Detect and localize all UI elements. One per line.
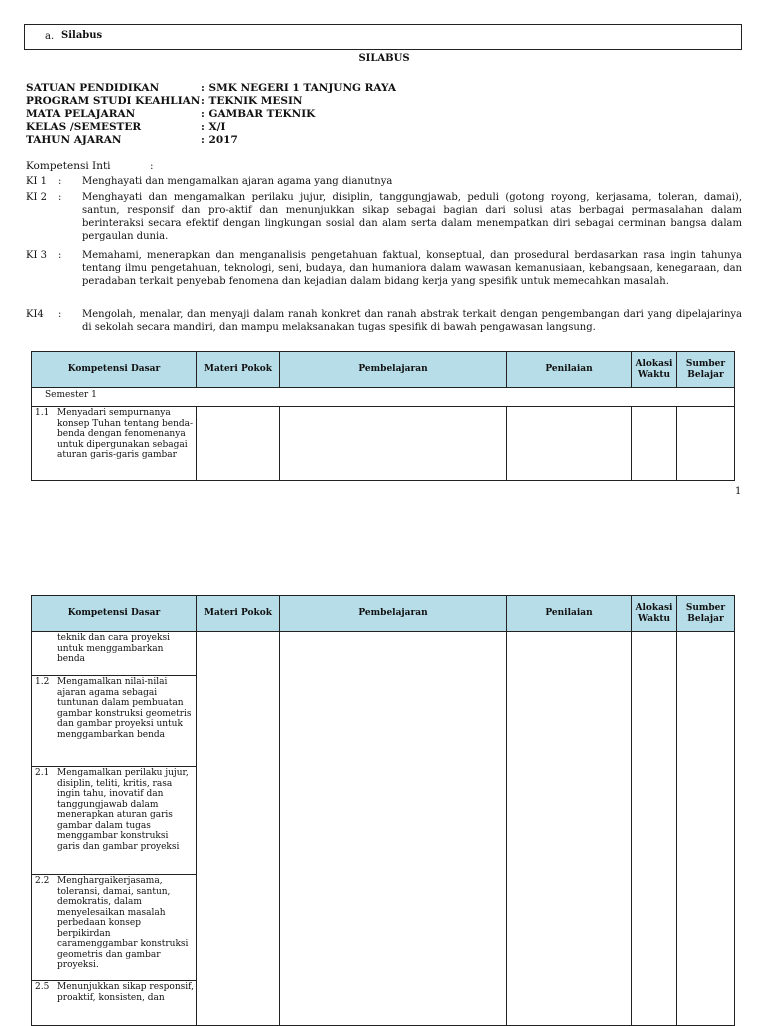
alokasi-cell xyxy=(632,632,677,1026)
ki-code: KI 3 xyxy=(26,250,47,261)
kd-number: 2.5 xyxy=(35,982,50,992)
alokasi-cell xyxy=(632,407,677,481)
ki-code: KI 2 xyxy=(26,192,47,203)
ki-heading xyxy=(26,160,154,172)
header-pembelajaran: Pembelajaran xyxy=(280,596,507,632)
ki-item xyxy=(26,249,742,288)
kd-cell xyxy=(32,875,197,981)
header-sumber-belajar: Sumber Belajar xyxy=(677,596,735,632)
ki-code: KI 1 xyxy=(26,176,47,187)
kd-number: 2.2 xyxy=(35,876,50,886)
ki-text: Menghayati dan mengamalkan perilaku jujur, disiplin, tanggungjawab, peduli (gotong royong, kerjasama, toleran, damai), santun, responsif dan pro-aktif dan menunjukkan sikap sebagai bagian dari solusi atas berbagai permasalahan dalam berinteraksi secara efektif dengan lingkungan sosial dan alam serta dalam menempatkan diri sebagai cerminan bangsa dalam pergaulan dunia. xyxy=(82,192,742,242)
ki-heading-colon: : xyxy=(150,160,154,172)
kd-number: 1.1 xyxy=(35,408,50,418)
info-label: PROGRAM STUDI KEAHLIAN xyxy=(26,95,201,107)
penilaian-cell xyxy=(507,407,632,481)
header-kompetensi-dasar: Kompetensi Dasar xyxy=(32,596,197,632)
info-label: TAHUN AJARAN xyxy=(26,134,122,146)
info-value: : GAMBAR TEKNIK xyxy=(201,108,316,120)
kd-text: teknik dan cara proyeksi untuk menggambarkan benda xyxy=(57,633,170,664)
semester-row: Semester 1 xyxy=(32,388,735,407)
header-sumber-belajar: Sumber Belajar xyxy=(677,352,735,388)
info-value: : SMK NEGERI 1 TANJUNG RAYA xyxy=(201,82,396,94)
kd-number: 2.1 xyxy=(35,768,50,778)
ki-code: KI4 xyxy=(26,309,44,320)
syllabus-table xyxy=(31,351,735,481)
table-row xyxy=(32,632,735,676)
info-row xyxy=(26,82,396,95)
kd-text: Mengamalkan nilai-nilai ajaran agama sebagai tuntunan dalam pembuatan gambar konstruksi geometris dan gambar proyeksi untuk menggambarkan benda xyxy=(57,677,192,740)
header-penilaian: Penilaian xyxy=(507,596,632,632)
sumber-cell xyxy=(677,407,735,481)
ki-sep: : xyxy=(58,192,62,203)
kd-number: 1.2 xyxy=(35,677,50,687)
section-label: Silabus xyxy=(61,30,103,41)
kd-cell xyxy=(32,981,197,1026)
info-value: : 2017 xyxy=(201,134,238,146)
ki-sep: : xyxy=(58,309,62,320)
kd-cell xyxy=(32,407,197,481)
info-row xyxy=(26,95,396,108)
header-pembelajaran: Pembelajaran xyxy=(280,352,507,388)
penilaian-cell xyxy=(507,632,632,1026)
ki-text: Memahami, menerapkan dan menganalisis pengetahuan faktual, konseptual, dan prosedural berdasarkan rasa ingin tahunya tentang ilmu pengetahuan, teknologi, seni, budaya, dan humaniora dalam wawasan kemanusiaan, kebangsaan, kenegaraan, dan peradaban terkait penyebab fenomena dan kejadian dalam bidang kerja yang spesifik untuk memecahkan masalah. xyxy=(82,250,742,287)
info-label: MATA PELAJARAN xyxy=(26,108,136,120)
materi-cell xyxy=(197,632,280,1026)
info-label: SATUAN PENDIDIKAN xyxy=(26,82,160,94)
ki-text: Menghayati dan mengamalkan ajaran agama yang dianutnya xyxy=(82,176,393,187)
ki-item xyxy=(26,308,742,334)
info-row xyxy=(26,108,396,121)
syllabus-table-continued xyxy=(31,595,735,1026)
ki-text: Mengolah, menalar, dan menyaji dalam ranah konkret dan ranah abstrak terkait dengan pengembangan dari yang dipelajarinya di sekolah secara mandiri, dan mampu melaksanakan tugas spesifik di bawah pengawasan langsung. xyxy=(82,309,742,333)
header-penilaian: Penilaian xyxy=(507,352,632,388)
info-row xyxy=(26,134,396,147)
header-alokasi-waktu: Alokasi Waktu xyxy=(632,352,677,388)
info-row xyxy=(26,121,396,134)
kd-cell xyxy=(32,676,197,767)
table-row xyxy=(32,407,735,481)
pembelajaran-cell xyxy=(280,407,507,481)
kd-text: Menghargaikerjasama, toleransi, damai, santun, demokratis, dalam menyelesaikan masalah perbedaan konsep berpikirdan caramenggambar konstruksi geometris dan gambar proyeksi. xyxy=(57,876,189,970)
header-kompetensi-dasar: Kompetensi Dasar xyxy=(32,352,197,388)
header-materi-pokok: Materi Pokok xyxy=(197,352,280,388)
kd-text: Mengamalkan perilaku jujur, disiplin, teliti, kritis, rasa ingin tahu, inovatif dan tanggungjawab dalam menerapkan aturan garis gambar dalam tugas menggambar konstruksi garis dan gambar proyeksi xyxy=(57,768,189,852)
info-label: KELAS /SEMESTER xyxy=(26,121,142,133)
info-value: : X/I xyxy=(201,121,226,133)
ki-item xyxy=(26,191,742,243)
kd-cell xyxy=(32,632,197,676)
materi-cell xyxy=(197,407,280,481)
header-materi-pokok: Materi Pokok xyxy=(197,596,280,632)
header-alokasi-waktu: Alokasi Waktu xyxy=(632,596,677,632)
kd-text: Menunjukkan sikap responsif, proaktif, konsisten, dan xyxy=(57,982,194,1003)
info-value: : TEKNIK MESIN xyxy=(201,95,303,107)
identity-block xyxy=(26,82,396,147)
ki-item xyxy=(26,175,742,188)
ki-heading-label: Kompetensi Inti xyxy=(26,160,111,172)
sumber-cell xyxy=(677,632,735,1026)
ki-sep: : xyxy=(58,250,62,261)
page-number: 1 xyxy=(735,486,742,497)
kd-cell xyxy=(32,767,197,875)
page-title: SILABUS xyxy=(358,53,410,64)
section-box xyxy=(24,24,742,50)
kd-text: Menyadari sempurnanya konsep Tuhan tentang benda-benda dengan fenomenanya untuk dipergunakan sebagai aturan garis-garis gambar xyxy=(57,408,194,460)
section-number: a. xyxy=(45,31,55,42)
ki-sep: : xyxy=(58,176,62,187)
pembelajaran-cell xyxy=(280,632,507,1026)
